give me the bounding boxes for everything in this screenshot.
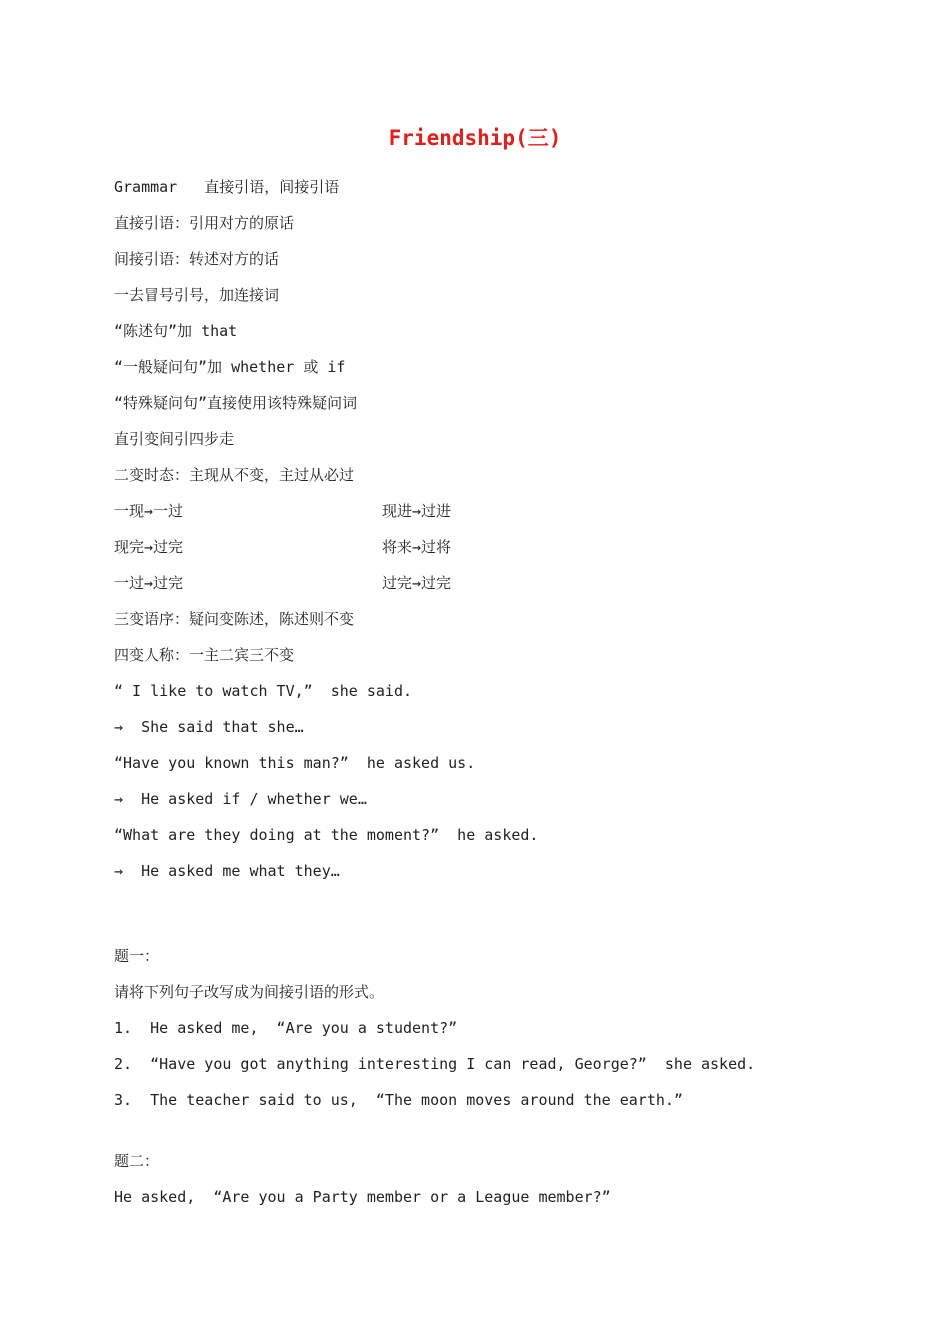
direct-speech-definition: 直接引语：引用对方的原话	[114, 214, 295, 232]
exercise-1-label: 题一：	[114, 947, 160, 965]
exercise-2-label: 题二：	[114, 1152, 160, 1170]
person-rule: 四变人称：一主二宾三不变	[114, 646, 295, 664]
example-line: → She said that she…	[114, 718, 304, 736]
tense-table-right: 过完→过完	[382, 574, 452, 592]
word-order-rule: 三变语序：疑问变陈述，陈述则不变	[114, 610, 355, 628]
example-line: “Have you known this man?” he asked us.	[114, 754, 476, 772]
example-line: → He asked if / whether we…	[114, 790, 367, 808]
tense-table-right: 现进→过进	[382, 502, 452, 520]
exercise-1-instruction: 请将下列句子改写成为间接引语的形式。	[114, 983, 385, 1001]
page-title: Friendship(三)	[388, 126, 562, 150]
exercise-item: 2. “Have you got anything interesting I can read, George?” she asked.	[114, 1055, 756, 1073]
rule-remove-quotes: 一去冒号引号，加连接词	[114, 286, 280, 304]
tense-table-left: 一现→一过	[114, 502, 184, 520]
tense-table-left: 一过→过完	[114, 574, 184, 592]
example-line: “ I like to watch TV,” she said.	[114, 682, 413, 700]
tense-rule: 二变时态：主现从不变，主过从必过	[114, 466, 355, 484]
exercise-item: 3. The teacher said to us, “The moon moves around the earth.”	[114, 1091, 683, 1109]
four-steps-heading: 直引变间引四步走	[114, 430, 235, 448]
rule-general-question: “一般疑问句”加 whether 或 if	[114, 358, 346, 376]
tense-table-left: 现完→过完	[114, 538, 184, 556]
example-line: “What are they doing at the moment?” he asked.	[114, 826, 539, 844]
rule-statement: “陈述句”加 that	[114, 322, 238, 340]
grammar-heading: Grammar 直接引语，间接引语	[114, 178, 340, 196]
exercise-item: 1. He asked me, “Are you a student?”	[114, 1019, 458, 1037]
rule-special-question: “特殊疑问句”直接使用该特殊疑问词	[114, 394, 358, 412]
exercise-2-sentence: He asked, “Are you a Party member or a League member?”	[114, 1188, 611, 1206]
indirect-speech-definition: 间接引语：转述对方的话	[114, 250, 280, 268]
example-line: → He asked me what they…	[114, 862, 340, 880]
tense-table-right: 将来→过将	[382, 538, 452, 556]
